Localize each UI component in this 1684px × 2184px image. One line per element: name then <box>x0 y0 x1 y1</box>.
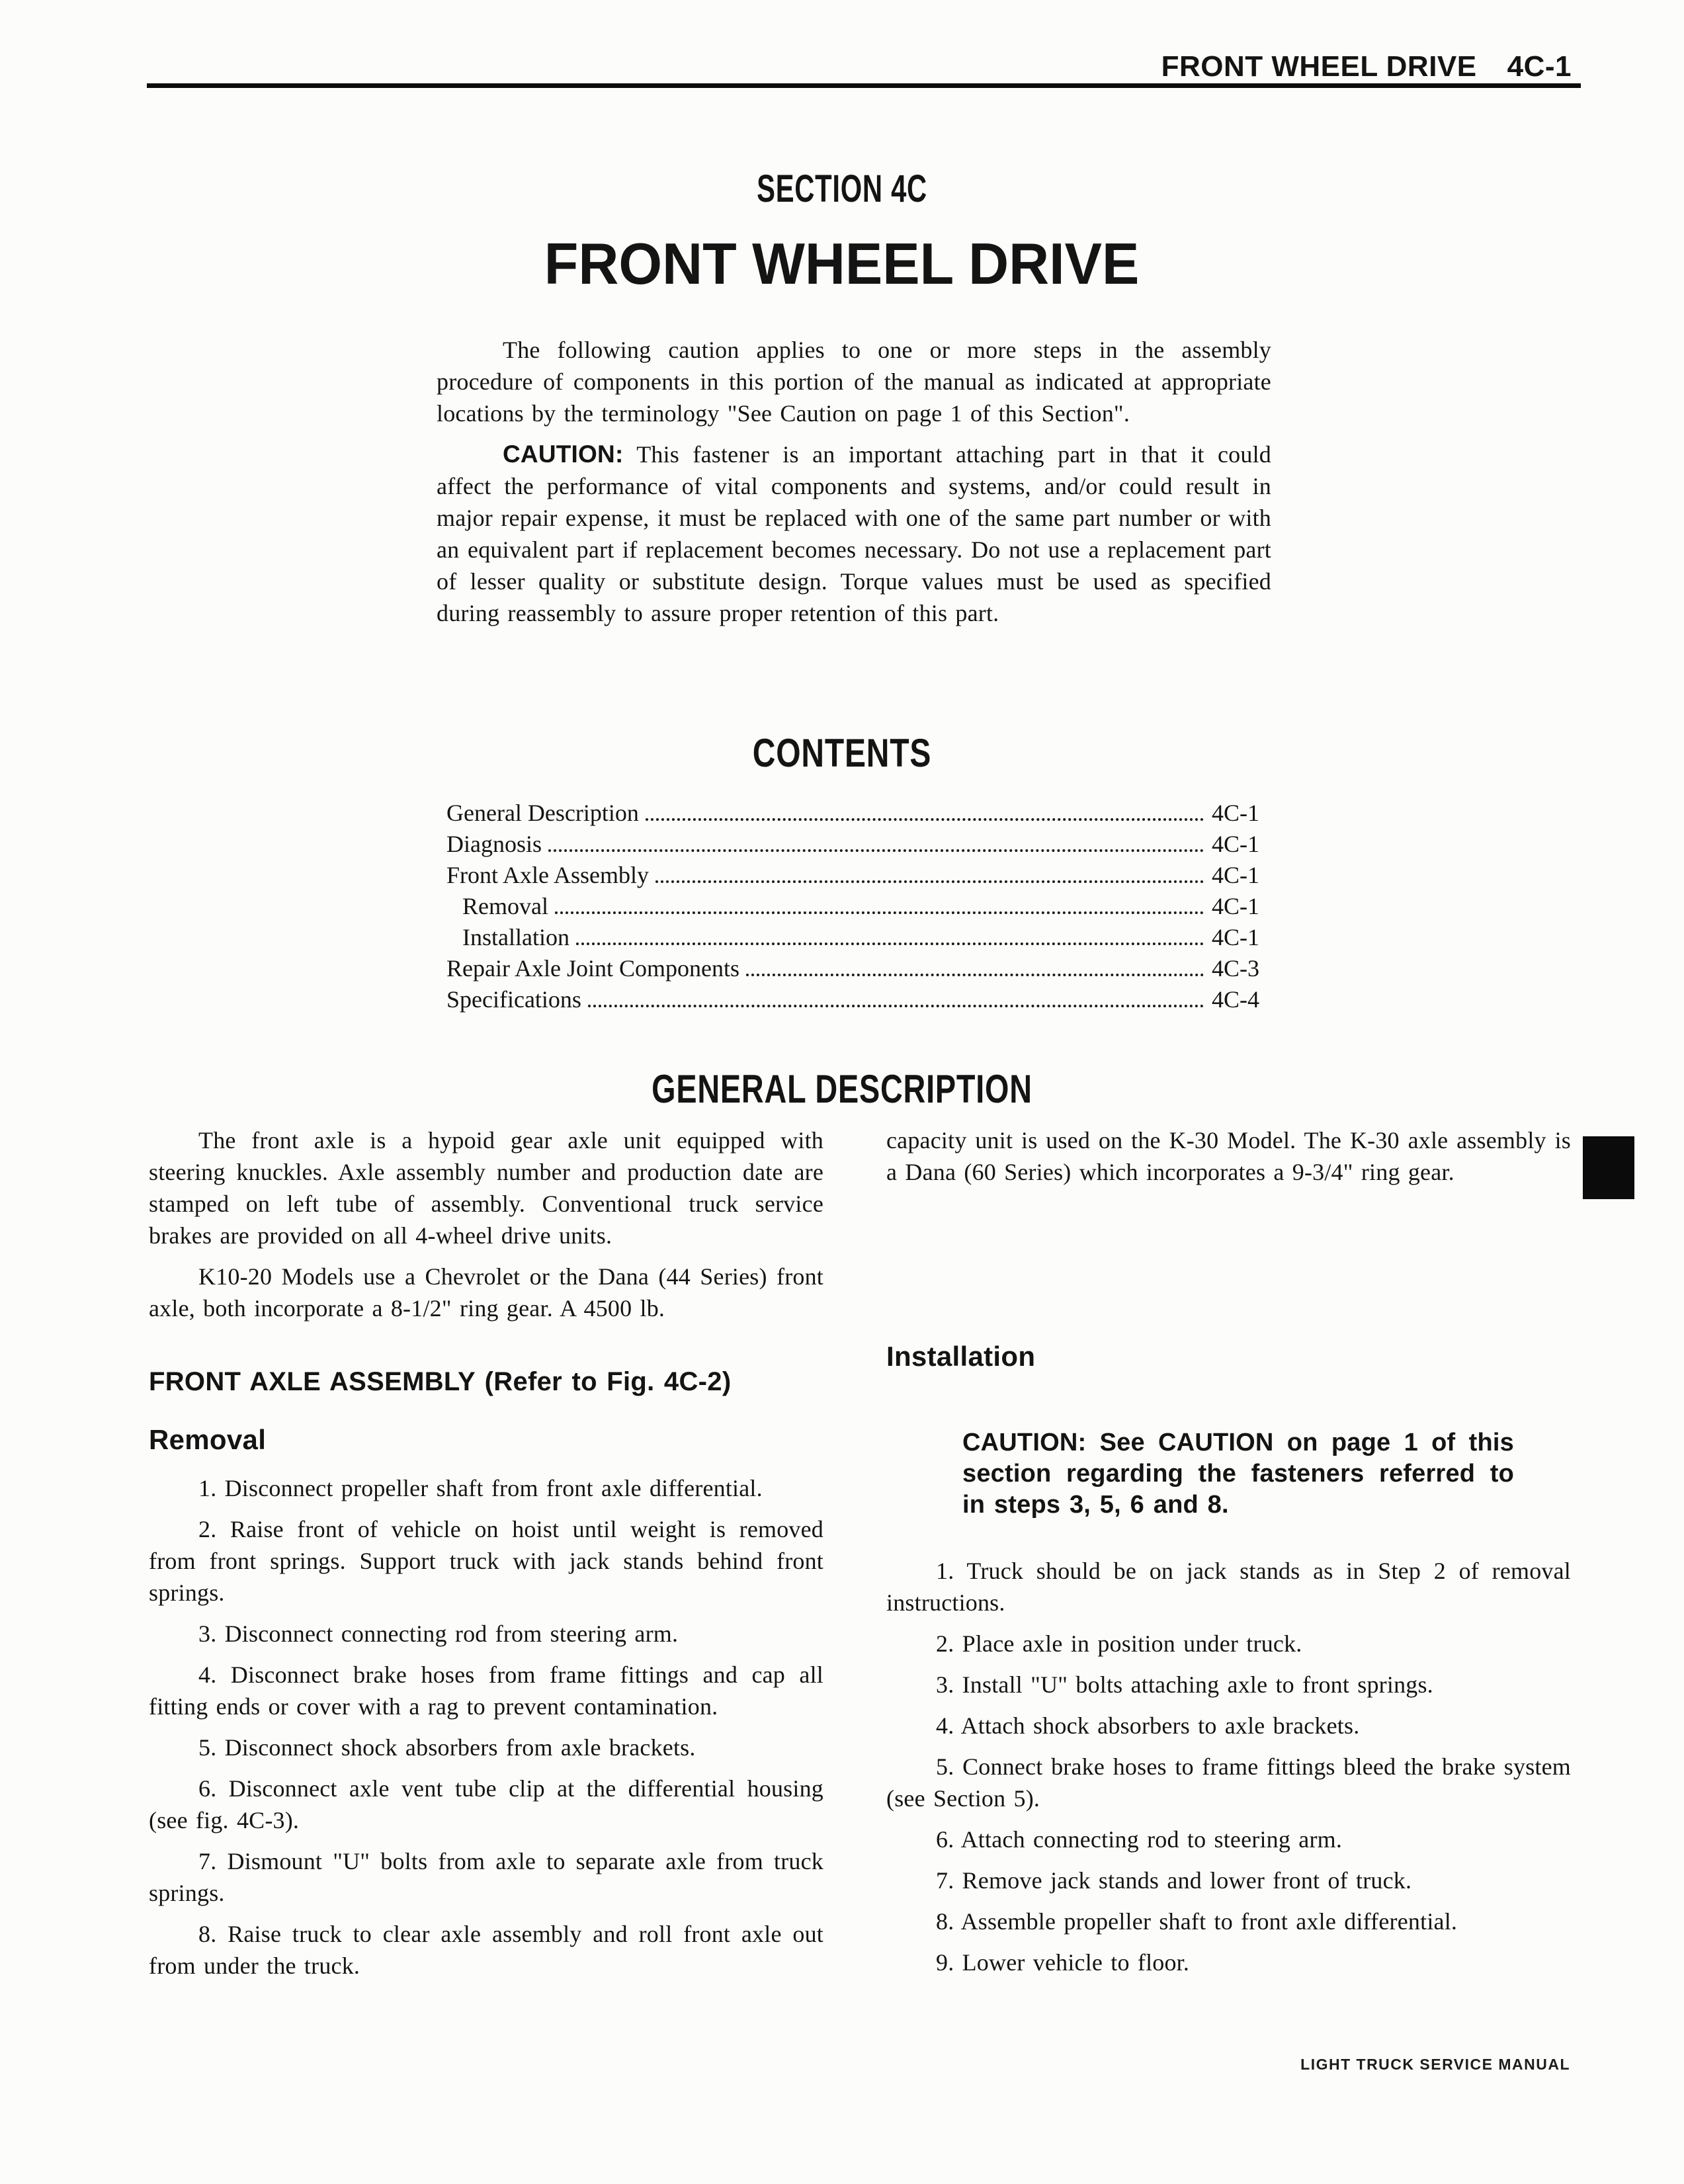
toc-label: Diagnosis <box>446 831 542 857</box>
left-column <box>149 1124 823 1991</box>
toc-label: Front Axle Assembly <box>446 862 650 888</box>
intro-caution-paragraph <box>437 439 1271 629</box>
removal-steps <box>149 1472 823 1982</box>
running-header-title: FRONT WHEEL DRIVE <box>1161 50 1477 83</box>
removal-step: 3. Disconnect connecting rod from steering arm. <box>198 1620 679 1647</box>
removal-step: 5. Disconnect shock absorbers from axle brackets. <box>198 1734 696 1761</box>
contents-heading: CONTENTS <box>752 731 932 775</box>
toc-row <box>446 923 1263 954</box>
toc-page-number: 4C-3 <box>1212 955 1259 982</box>
page-title-band <box>0 230 1684 298</box>
toc-row <box>446 799 1263 830</box>
installation-step: 3. Install "U" bolts attaching axle to front springs. <box>936 1671 1433 1698</box>
removal-step: 8. Raise truck to clear axle assembly and roll front axle out from under the truck. <box>149 1921 823 1979</box>
installation-step: 5. Connect brake hoses to frame fittings bleed the brake system (see Section 5). <box>886 1753 1571 1812</box>
running-header-page-number: 4C-1 <box>1507 50 1572 83</box>
toc-row <box>446 892 1263 923</box>
toc-label: Removal <box>462 893 548 919</box>
general-description-left-paragraph-2: K10-20 Models use a Chevrolet or the Dana (44 Series) front axle, both incorporate a 8-1/2" ring gear. A 4500 lb. <box>149 1263 823 1322</box>
general-description-heading-band <box>0 1066 1684 1112</box>
page-title: FRONT WHEEL DRIVE <box>544 231 1140 296</box>
toc-page-number: 4C-1 <box>1212 924 1259 950</box>
contents-heading-band <box>0 730 1684 776</box>
caution-label: CAUTION: <box>503 441 624 468</box>
toc-page-number: 4C-1 <box>1212 831 1259 857</box>
caution-text: This fastener is an important attaching part in that it could affect the performance of vital components and systems, and/or could result in major repair expense, it must be replaced with one of the same part number or with an equivalent part if replacement becomes necessary. Do not use a replacement part of lesser quality or substitute design. Torque values must be used as specified during reassembly to assure proper retention of this part. <box>437 441 1271 626</box>
right-column <box>886 1124 1571 1991</box>
removal-step: 6. Disconnect axle vent tube clip at the differential housing (see fig. 4C-3). <box>149 1775 823 1833</box>
toc-leader-dots <box>655 880 1204 883</box>
installation-heading: Installation <box>886 1341 1036 1372</box>
toc-leader-dots <box>746 973 1204 976</box>
installation-step: 4. Attach shock absorbers to axle brackets. <box>936 1712 1360 1739</box>
toc-page-number: 4C-1 <box>1212 893 1259 919</box>
toc-row <box>446 954 1263 986</box>
running-header <box>1161 50 1572 83</box>
toc-page-number: 4C-1 <box>1212 800 1259 826</box>
installation-step: 7. Remove jack stands and lower front of truck. <box>936 1867 1412 1894</box>
toc-leader-dots <box>555 911 1204 914</box>
front-axle-assembly-heading: FRONT AXLE ASSEMBLY (Refer to Fig. 4C-2) <box>149 1367 732 1396</box>
removal-heading: Removal <box>149 1424 267 1455</box>
general-description-left-paragraph-1: The front axle is a hypoid gear axle unit equipped with steering knuckles. Axle assembly number and production date are stamped on left tube of assembly. Conventional truck service brakes are provided on all 4-wheel drive units. <box>149 1127 823 1249</box>
removal-step: 7. Dismount "U" bolts from axle to separate axle from truck springs. <box>149 1848 823 1906</box>
removal-step: 4. Disconnect brake hoses from frame fittings and cap all fitting ends or cover with a rag to prevent contamination. <box>149 1661 823 1720</box>
installation-step: 2. Place axle in position under truck. <box>936 1630 1302 1657</box>
toc-page-number: 4C-4 <box>1212 986 1259 1013</box>
contents-list <box>446 799 1263 1017</box>
intro-paragraph: The following caution applies to one or more steps in the assembly procedure of components in this portion of the manual as indicated at appropriate locations by the terminology "See Caution on page 1 of this Section". <box>437 337 1271 427</box>
installation-caution: CAUTION: See CAUTION on page 1 of this section regarding the fasteners referred to in steps 3, 5, 6 and 8. <box>962 1429 1514 1519</box>
general-description-right-paragraph: capacity unit is used on the K-30 Model. The K-30 axle assembly is a Dana (60 Series) which incorporates a 9-3/4" ring gear. <box>886 1127 1571 1185</box>
toc-leader-dots <box>588 1004 1204 1007</box>
toc-label: Specifications <box>446 986 581 1013</box>
general-description-heading: GENERAL DESCRIPTION <box>652 1067 1032 1111</box>
section-label: SECTION 4C <box>757 167 927 210</box>
footer-text: LIGHT TRUCK SERVICE MANUAL <box>1300 2056 1570 2073</box>
toc-row <box>446 861 1263 892</box>
toc-leader-dots <box>576 942 1204 945</box>
installation-steps <box>886 1555 1571 1978</box>
page-edge-tab <box>1583 1136 1634 1199</box>
installation-step: 6. Attach connecting rod to steering arm. <box>936 1826 1343 1853</box>
two-column-body <box>149 1124 1571 1991</box>
toc-row <box>446 986 1263 1017</box>
toc-leader-dots <box>548 849 1204 852</box>
toc-page-number: 4C-1 <box>1212 862 1259 888</box>
installation-step: 1. Truck should be on jack stands as in Step 2 of removal instructions. <box>886 1558 1571 1616</box>
intro-block <box>437 334 1271 629</box>
toc-label: Repair Axle Joint Components <box>446 955 739 982</box>
toc-label: General Description <box>446 800 639 826</box>
toc-leader-dots <box>646 818 1204 821</box>
section-label-band <box>0 167 1684 211</box>
installation-step: 9. Lower vehicle to floor. <box>936 1949 1190 1976</box>
removal-step: 1. Disconnect propeller shaft from front axle differential. <box>198 1475 763 1501</box>
removal-step: 2. Raise front of vehicle on hoist until weight is removed from front springs. Support truck with jack stands behind front springs. <box>149 1516 823 1606</box>
toc-row <box>446 830 1263 861</box>
installation-step: 8. Assemble propeller shaft to front axle differential. <box>936 1908 1458 1935</box>
header-rule <box>147 83 1581 88</box>
toc-label: Installation <box>462 924 569 950</box>
